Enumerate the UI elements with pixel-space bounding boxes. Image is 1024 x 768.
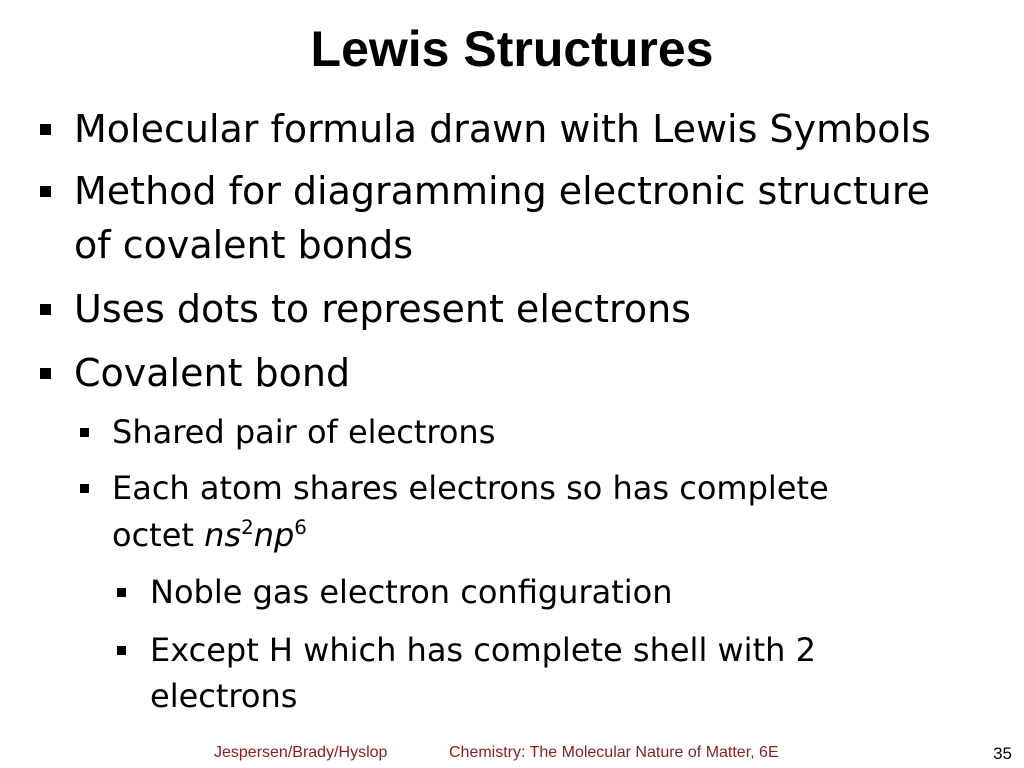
bullet-method-diagramming	[0, 164, 1024, 272]
bullet-text: Covalent bond	[74, 351, 351, 395]
footer-authors: Jespersen/Brady/Hyslop	[214, 744, 388, 761]
footer-book-title: Chemistry: The Molecular Nature of Matter, 6E	[449, 744, 779, 761]
bullet-text: Each atom shares electrons so has complete	[112, 469, 829, 507]
bullet-text-continued: electrons	[150, 677, 298, 715]
bullet-square-icon	[40, 124, 51, 135]
bullet-square-icon	[80, 428, 89, 437]
ns-superscript: 2	[241, 516, 254, 540]
bullet-square-icon	[117, 646, 126, 655]
bullet-text-continued: of covalent bonds	[74, 223, 413, 267]
bullet-covalent-bond	[0, 346, 1024, 400]
bullet-square-icon	[117, 588, 126, 597]
subbullet-shared-pair	[0, 410, 1024, 455]
bullet-text: Method for diagramming electronic structure	[74, 169, 931, 213]
bullet-text: Shared pair of electrons	[112, 413, 496, 451]
bullet-square-icon	[40, 186, 51, 197]
octet-formula	[112, 513, 307, 558]
octet-prefix: octet	[112, 516, 205, 554]
bullet-text: Uses dots to represent electrons	[74, 287, 691, 331]
subsubbullet-noble-gas	[0, 568, 1024, 616]
np-term: np	[253, 516, 295, 554]
ns-term: ns	[204, 516, 242, 554]
bullet-uses-dots	[0, 282, 1024, 336]
subsubbullet-except-h	[0, 626, 1024, 722]
np-superscript: 6	[294, 516, 307, 540]
slide-title: Lewis Structures	[310, 21, 714, 77]
bullet-text: Except H which has complete shell with 2	[150, 631, 816, 669]
bullet-molecular-formula	[0, 102, 1024, 156]
bullet-square-icon	[40, 368, 51, 379]
subbullet-each-atom	[0, 466, 1024, 558]
page-number: 35	[993, 744, 1012, 763]
bullet-text: Noble gas electron configuration	[150, 573, 673, 611]
bullet-text: Molecular formula drawn with Lewis Symbols	[74, 107, 931, 151]
bullet-square-icon	[40, 304, 51, 315]
bullet-square-icon	[80, 484, 89, 493]
